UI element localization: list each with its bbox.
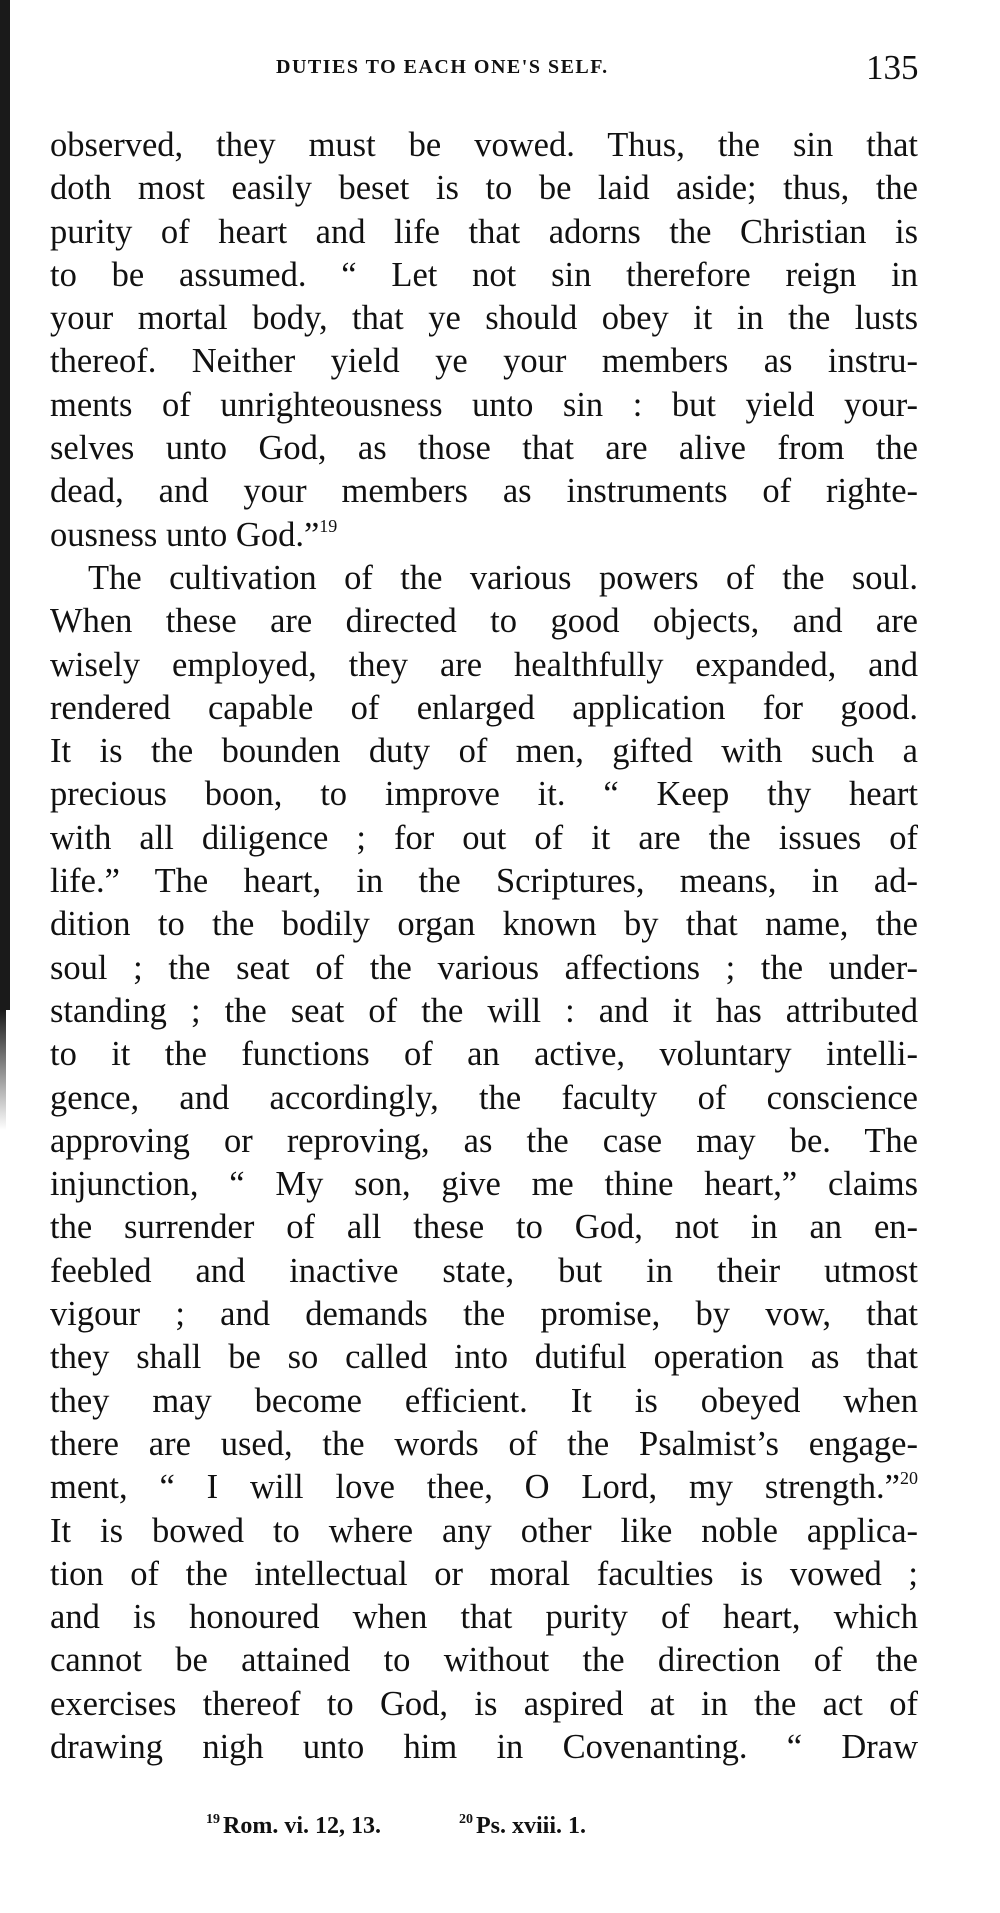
footnote-19	[206, 1813, 381, 1839]
text-line: exercises thereof to God, is aspired at in the act of	[50, 1684, 918, 1723]
text-line: wisely employed, they are healthfully expanded, and	[50, 645, 918, 684]
text-line: dition to the bodily organ known by that name, the	[50, 905, 918, 944]
text-line: When these are directed to good objects, and are	[50, 602, 918, 641]
text-line	[50, 514, 918, 557]
page-body	[50, 124, 918, 1769]
text-line: there are used, the words of the Psalmist’s engage-	[50, 1424, 918, 1463]
text-line-content: ousness unto God.”	[50, 515, 320, 554]
text-line: doth most easily beset is to be laid aside; thus, the	[50, 169, 918, 208]
text-line: they shall be so called into dutiful operation as that	[50, 1338, 918, 1377]
text-line: your mortal body, that ye should obey it in the lusts	[50, 299, 918, 338]
page-edge-shadow-fade	[0, 1010, 6, 1130]
text-line: purity of heart and life that adorns the Christian is	[50, 212, 918, 251]
text-line: to be assumed. “ Let not sin therefore reign in	[50, 255, 918, 294]
text-line: they may become efficient. It is obeyed when	[50, 1381, 918, 1420]
text-line: observed, they must be vowed. Thus, the sin that	[50, 126, 918, 164]
text-line: drawing nigh unto him in Covenanting. “ Draw	[50, 1727, 918, 1766]
running-title: DUTIES TO EACH ONE'S SELF.	[276, 56, 609, 78]
text-line: feebled and inactive state, but in their utmost	[50, 1251, 918, 1290]
page-number: 135	[866, 48, 919, 87]
footnote-text: Rom. vi. 12, 13.	[223, 1813, 381, 1839]
text-line: precious boon, to improve it. “ Keep thy heart	[50, 775, 918, 814]
text-line: soul ; the seat of the various affections ; the under-	[50, 948, 918, 987]
footnote-marker: 19	[206, 1812, 220, 1827]
text-line: The cultivation of the various powers of the soul.	[88, 558, 918, 597]
page-edge-shadow	[0, 0, 10, 1010]
text-line: vigour ; and demands the promise, by vow, that	[50, 1295, 918, 1334]
footnote-20	[459, 1813, 586, 1839]
text-line: and is honoured when that purity of heart, which	[50, 1598, 918, 1637]
paragraph-2	[50, 557, 918, 1769]
text-line: the surrender of all these to God, not in an en-	[50, 1208, 918, 1247]
text-line: It is bowed to where any other like noble applica-	[50, 1511, 918, 1550]
text-line: to it the functions of an active, voluntary intelli-	[50, 1035, 918, 1074]
text-line: cannot be attained to without the direction of the	[50, 1641, 918, 1680]
text-line: with all diligence ; for out of it are the issues of	[50, 818, 918, 857]
text-line: selves unto God, as those that are alive from the	[50, 429, 918, 468]
text-line: life.” The heart, in the Scriptures, means, in ad-	[50, 862, 918, 901]
text-line: thereof. Neither yield ye your members as instru-	[50, 342, 918, 381]
footnote-ref[interactable]: 19	[319, 515, 338, 536]
text-line	[50, 1466, 918, 1509]
text-line: It is the bounden duty of men, gifted with such a	[50, 732, 918, 771]
text-line: gence, and accordingly, the faculty of conscience	[50, 1078, 918, 1117]
footnotes	[206, 1813, 586, 1840]
text-line: dead, and your members as instruments of righte-	[50, 472, 918, 511]
text-line: injunction, “ My son, give me thine heart,” claims	[50, 1165, 918, 1204]
text-line: rendered capable of enlarged application for good.	[50, 688, 918, 727]
text-line: tion of the intellectual or moral faculties is vowed ;	[50, 1554, 918, 1593]
footnote-text: Ps. xviii. 1.	[476, 1813, 587, 1839]
text-line-content: ment, “ I will love thee, O Lord, my strength.”	[50, 1468, 900, 1507]
footnote-ref[interactable]: 20	[900, 1468, 918, 1489]
text-line: ments of unrighteousness unto sin : but yield your-	[50, 385, 918, 424]
paragraph-1	[50, 124, 918, 557]
text-line: approving or reproving, as the case may be. The	[50, 1121, 918, 1160]
text-line: standing ; the seat of the will : and it has attributed	[50, 991, 918, 1030]
footnote-marker: 20	[459, 1812, 473, 1827]
